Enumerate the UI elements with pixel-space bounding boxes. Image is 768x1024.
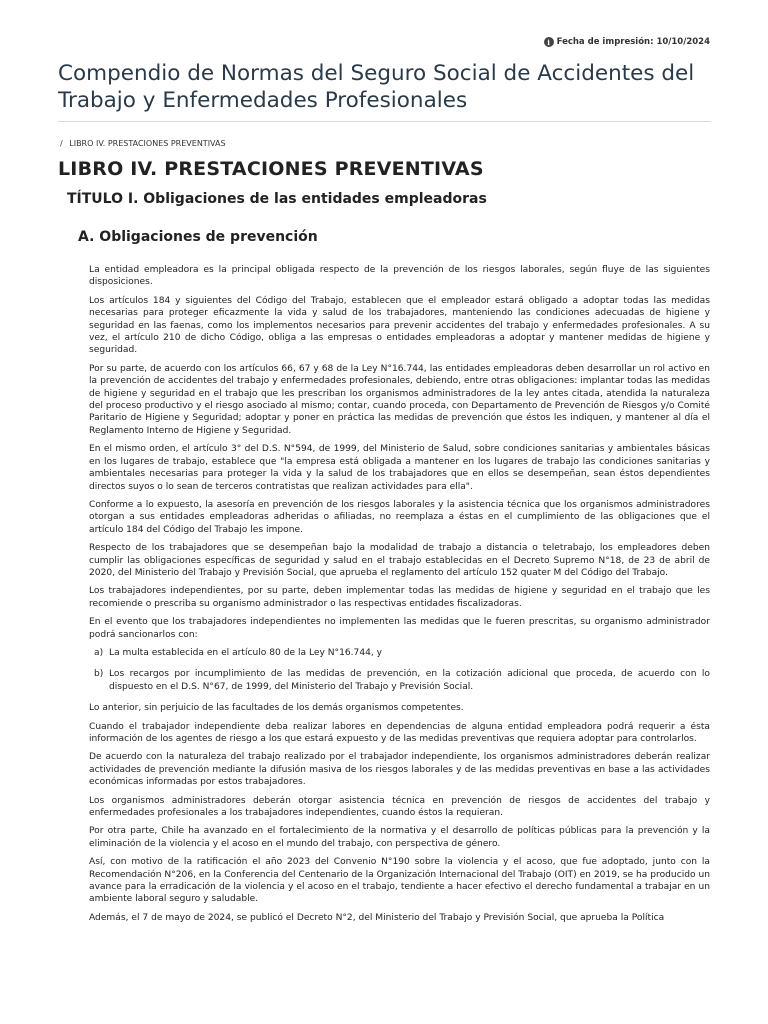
titulo-heading: TÍTULO I. Obligaciones de las entidades empleadoras: [67, 191, 487, 207]
paragraph: Por otra parte, Chile ha avanzado en el fortalecimiento de la normativa y el desarrollo de políticas públicas para la prevención y la eliminación de la violencia y el acoso en el mundo del trabajo, con perspectiva de género.: [89, 826, 710, 849]
list-item: [94, 668, 710, 693]
breadcrumb: [60, 139, 226, 148]
paragraph: Respecto de los trabajadores que se desempeñan bajo la modalidad de trabajo a distancia o teletrabajo, los empleadores deben cumplir las obligaciones específicas de seguridad y salud en el trabajo establecidas en el Decreto Supremo N°18, de 23 de abril de 2020, del Ministerio del Trabajo y Previsión Social, que aprueba el reglamento del artículo 152 quater M del Código del Trabajo.: [89, 543, 710, 578]
breadcrumb-separator: /: [60, 139, 63, 148]
paragraph: Los trabajadores independientes, por su parte, deben implementar todas las medidas de higiene y seguridad en el trabajo que les recomiende o prescriba su organismo administrador o las respectivas entidades fiscalizadoras.: [89, 586, 710, 609]
paragraph: Por su parte, de acuerdo con los artículos 66, 67 y 68 de la Ley N°16.744, las entidades empleadoras deben desarrollar un rol activo en la prevención de accidentes del trabajo y enfermedades profesionales, debiendo, entre otras obligaciones: implantar todas las medidas de higiene y seguridad en el trabajo que les prescriban los organismos administradores de la ley antes citada, atendida la naturaleza del proceso productivo y el riesgo asociado al mismo; contar, cuando proceda, con Departamento de Prevención de Riesgos y/o Comité Paritario de Higiene y Seguridad; adoptar y poner en práctica las medidas de prevención que éstos les indiquen, y mantener al día el Reglamento Interno de Higiene y Seguridad.: [89, 363, 710, 436]
info-icon: i: [544, 37, 554, 47]
section-heading: A. Obligaciones de prevención: [78, 229, 318, 245]
paragraph: En el mismo orden, el artículo 3° del D.S. N°594, de 1999, del Ministerio de Salud, sobre condiciones sanitarias y ambientales básicas en los lugares de trabajo, establece que "la empresa está obligada a mantener en los lugares de trabajo las condiciones sanitarias y ambientales necesarias para proteger la vida y la salud de los trabajadores que en ellos se desempeñan, sean éstos dependientes directos suyos o lo sean de terceros contratistas que realizan actividades para ella".: [89, 444, 710, 492]
paragraph: Además, el 7 de mayo de 2024, se publicó el Decreto N°2, del Ministerio del Trabajo y Previsión Social, que aprueba la Política: [89, 912, 665, 923]
list-item: [94, 647, 710, 659]
print-date: [544, 37, 710, 47]
list-item-text: La multa establecida en el artículo 80 de la Ley N°16.744, y: [109, 647, 383, 658]
breadcrumb-item[interactable]: LIBRO IV. PRESTACIONES PREVENTIVAS: [69, 139, 226, 148]
title-divider: [58, 121, 711, 122]
document-body: [89, 264, 710, 930]
list-item-text: Los recargos por incumplimiento de las medidas de prevención, en la cotización adicional que proceda, de acuerdo con lo dispuesto en el D.S. N°67, de 1999, del Ministerio del Trabajo y Previsión Social.: [109, 669, 710, 692]
paragraph: Los organismos administradores deberán otorgar asistencia técnica en prevención de riesgos de accidentes del trabajo y enfermedades profesionales a los trabajadores independientes, cuando éstos la requieran.: [89, 795, 710, 819]
list-marker: b): [94, 669, 104, 680]
paragraph: Lo anterior, sin perjuicio de las facultades de los demás organismos competentes.: [89, 703, 464, 714]
libro-heading: LIBRO IV. PRESTACIONES PREVENTIVAS: [58, 158, 484, 180]
paragraph: Así, con motivo de la ratificación el año 2023 del Convenio N°190 sobre la violencia y el acoso, que fue adoptado, junto con la Recomendación N°206, en la Conferencia del Centenario de la Organización Internacional del Trabajo (OIT) en 2019, se ha producido un avance para la erradicación de la violencia y el acoso en el trabajo, tendiente a hacer efectivo el derecho fundamental a trabajar en un ambiente laboral seguro y saludable.: [89, 857, 710, 905]
paragraph: Conforme a lo expuesto, la asesoría en prevención de los riesgos laborales y la asistencia técnica que los organismos administradores otorgan a sus entidades empleadoras adheridas o afiliadas, no reemplaza a éstas en el cumplimiento de las obligaciones que el artículo 184 del Código del Trabajo les impone.: [89, 499, 710, 535]
paragraph: De acuerdo con la naturaleza del trabajo realizado por el trabajador independiente, los organismos administradores deberán realizar actividades de prevención mediante la difusión masiva de los riesgos laborales y de las medidas preventivas en base a las actividades económicas informadas por estos trabajadores.: [89, 752, 710, 788]
paragraph: En el evento que los trabajadores independientes no implementen las medidas que le fueren prescritas, su organismo administrador podrá sancionarlos con:: [89, 617, 710, 640]
paragraph: Cuando el trabajador independiente deba realizar labores en dependencias de alguna entidad empleadora podrá requerir a ésta información de los agentes de riesgo a los que estará expuesto y de las medidas preventivas que requiera adoptar para controlarlos.: [89, 721, 710, 744]
paragraph: La entidad empleadora es la principal obligada respecto de la prevención de los riesgos laborales, según fluye de las siguientes disposiciones.: [89, 265, 710, 288]
page-title: Compendio de Normas del Seguro Social de Accidentes del Trabajo y Enfermedades Profesionales: [58, 61, 695, 113]
print-date-text: Fecha de impresión: 10/10/2024: [556, 37, 710, 47]
list-marker: a): [94, 647, 104, 658]
paragraph: Los artículos 184 y siguientes del Código del Trabajo, establecen que el empleador estará obligado a adoptar todas las medidas necesarias para proteger eficazmente la vida y salud de los trabajadores, manteniendo las condiciones adecuadas de higiene y seguridad en las faenas, como los implementos necesarios para prevenir accidentes del trabajo y enfermedades profesionales. A su vez, el artículo 210 de dicho Código, obliga a las empresas o entidades empleadoras a adoptar y mantener medidas de higiene y seguridad.: [89, 295, 710, 356]
